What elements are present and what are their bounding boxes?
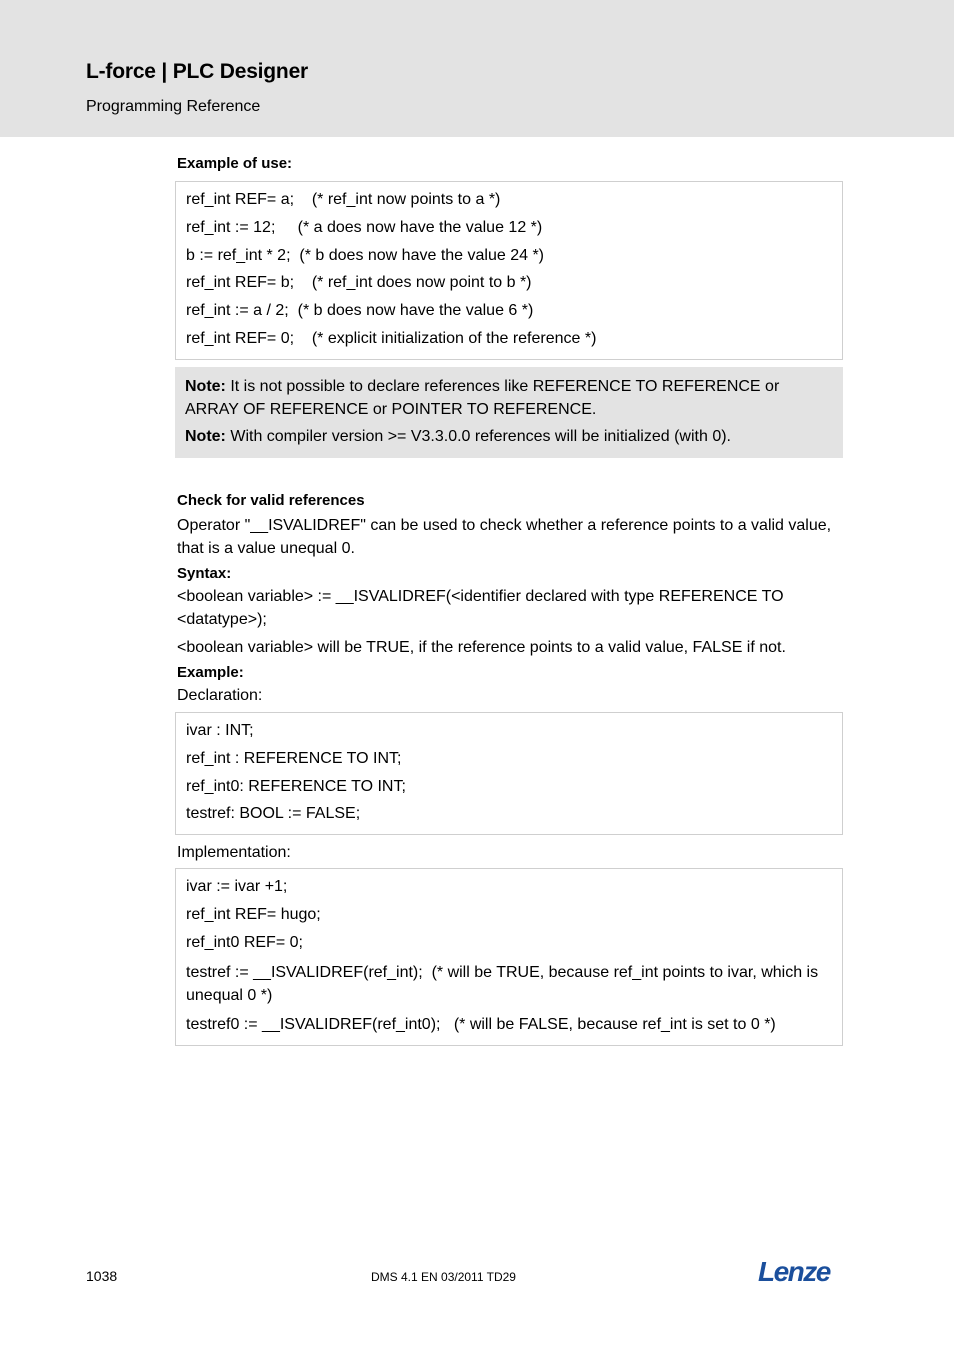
declaration-code-box — [175, 712, 843, 835]
note-text: With compiler version >= V3.3.0.0 references will be initialized (with 0). — [225, 427, 731, 445]
declaration-label: Declaration: — [177, 686, 263, 704]
document-subtitle: Programming Reference — [86, 98, 261, 115]
code-line: ref_int := 12; (* a does now have the value 12 *) — [186, 218, 543, 236]
document-title: L-force | PLC Designer — [86, 60, 309, 83]
code-line: ref_int REF= 0; (* explicit initialization of the reference *) — [186, 329, 597, 347]
note-text: It is not possible to declare references like REFERENCE TO REFERENCE or ARRAY OF REFERENCE or POINTER TO REFERENCE. — [185, 377, 780, 418]
note-label: Note: — [185, 377, 226, 395]
check-intro: Operator "__ISVALIDREF" can be used to check whether a reference points to a valid value, that is a value unequal 0. — [177, 516, 832, 557]
note-label: Note: — [185, 427, 226, 445]
note-1 — [185, 375, 833, 421]
code-line: ref_int0: REFERENCE TO INT; — [186, 777, 406, 795]
logo-text: Lenze — [758, 1256, 830, 1286]
syntax-description: <boolean variable> will be TRUE, if the reference points to a valid value, FALSE if not. — [177, 638, 786, 656]
implementation-code-box — [175, 868, 843, 1045]
code-line: b := ref_int * 2; (* b does now have the value 24 *) — [186, 246, 544, 264]
code-line: testref0 := __ISVALIDREF(ref_int0); (* will be FALSE, because ref_int is set to 0 *) — [186, 1015, 776, 1033]
code-line: ref_int : REFERENCE TO INT; — [186, 749, 402, 767]
code-line: ref_int REF= b; (* ref_int does now point to b *) — [186, 274, 532, 292]
code-line: ref_int REF= hugo; — [186, 906, 321, 924]
page-content — [177, 155, 843, 1046]
code-line: testref := __ISVALIDREF(ref_int); (* will be TRUE, because ref_int points to ivar, which is unequal 0 *) — [186, 963, 823, 1004]
lenze-logo — [758, 1256, 838, 1291]
example-of-use-heading: Example of use: — [177, 155, 293, 172]
example-code-box — [175, 181, 843, 360]
code-line: ivar := ivar +1; — [186, 878, 288, 896]
code-line: ref_int0 REF= 0; — [186, 933, 303, 951]
syntax-heading: Syntax: — [177, 564, 232, 582]
implementation-label: Implementation: — [177, 844, 291, 862]
note-box — [175, 367, 843, 458]
example-heading: Example: — [177, 663, 244, 681]
code-line: ref_int := a / 2; (* b does now have the value 6 *) — [186, 302, 534, 320]
check-heading: Check for valid references — [177, 491, 365, 509]
page-number: 1038 — [86, 1268, 118, 1284]
note-2 — [185, 425, 833, 448]
page-header — [0, 0, 954, 137]
code-line: ref_int REF= a; (* ref_int now points to a *) — [186, 191, 501, 208]
document-id: DMS 4.1 EN 03/2011 TD29 — [371, 1270, 516, 1284]
syntax-line: <boolean variable> := __ISVALIDREF(<identifier declared with type REFERENCE TO <datatype>); — [177, 587, 784, 628]
code-line: testref: BOOL := FALSE; — [186, 805, 361, 823]
code-line: ivar : INT; — [186, 721, 254, 739]
